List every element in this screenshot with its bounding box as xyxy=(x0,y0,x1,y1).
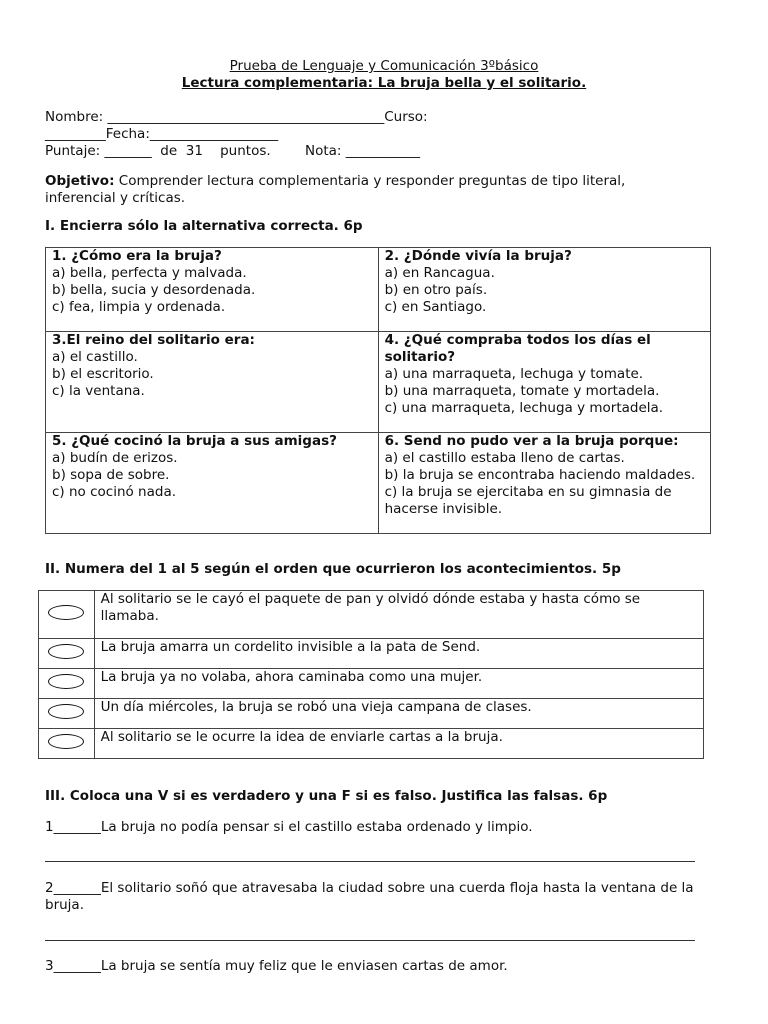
reading-title: Lectura complementaria: La bruja bella y el solitario. xyxy=(181,75,587,91)
option: a) budín de erizos. xyxy=(52,450,178,466)
option: c) la bruja se ejercitaba en su gimnasia de hacerse invisible. xyxy=(384,484,672,517)
objective-text: Comprender lectura complementaria y responder preguntas de tipo literal, inferencial y críticas. xyxy=(45,173,626,206)
justification-line[interactable] xyxy=(45,861,695,862)
event-text: La bruja ya no volaba, ahora caminaba como una mujer. xyxy=(94,669,703,699)
question-cell xyxy=(378,433,710,534)
question-text: 6. Send no pudo ver a la bruja porque: xyxy=(384,433,679,449)
oval-answer-icon[interactable] xyxy=(48,704,84,719)
oval-answer-icon[interactable] xyxy=(48,674,84,689)
option: b) una marraqueta, tomate y mortadela. xyxy=(384,383,660,399)
true-false-item: 1_______La bruja no podía pensar si el castillo estaba ordenado y limpio. xyxy=(45,819,533,835)
fecha-line: _________Fecha:___________________ xyxy=(45,126,279,142)
test-title: Prueba de Lenguaje y Comunicación 3ºbásico xyxy=(229,58,539,74)
order-oval-cell[interactable] xyxy=(39,669,95,699)
order-oval-cell[interactable] xyxy=(39,729,95,759)
nombre-curso-line: Nombre: _________________________________________Curso: xyxy=(45,109,428,125)
true-false-item: 2_______El solitario soñó que atravesaba la ciudad sobre una cuerda floja hasta la ventana de la bruja. xyxy=(45,880,694,913)
order-oval-cell[interactable] xyxy=(39,699,95,729)
option: b) sopa de sobre. xyxy=(52,467,170,483)
question-text: 2. ¿Dónde vivía la bruja? xyxy=(384,248,572,264)
option: b) el escritorio. xyxy=(52,366,154,382)
question-cell xyxy=(46,332,379,433)
question-cell xyxy=(378,248,710,332)
question-cell xyxy=(46,433,379,534)
oval-answer-icon[interactable] xyxy=(48,605,84,620)
option: a) el castillo. xyxy=(52,349,138,365)
question-text: 5. ¿Qué cocinó la bruja a sus amigas? xyxy=(52,433,337,449)
event-text: Al solitario se le ocurre la idea de enviarle cartas a la bruja. xyxy=(94,729,703,759)
question-text: 3.El reino del solitario era: xyxy=(52,332,255,348)
order-oval-cell[interactable] xyxy=(39,639,95,669)
option: c) una marraqueta, lechuga y mortadela. xyxy=(384,400,664,416)
option: a) el castillo estaba lleno de cartas. xyxy=(384,450,625,466)
option: c) la ventana. xyxy=(52,383,145,399)
section2-heading: II. Numera del 1 al 5 según el orden que ocurrieron los acontecimientos. 5p xyxy=(45,561,621,577)
section2-table xyxy=(38,590,704,759)
question-text: 1. ¿Cómo era la bruja? xyxy=(52,248,222,264)
option: b) en otro país. xyxy=(384,282,488,298)
option: a) en Rancagua. xyxy=(384,265,495,281)
option: a) bella, perfecta y malvada. xyxy=(52,265,247,281)
option: c) no cocinó nada. xyxy=(52,484,177,500)
option: b) la bruja se encontraba haciendo maldades. xyxy=(384,467,696,483)
section1-heading: I. Encierra sólo la alternativa correcta. 6p xyxy=(45,218,363,234)
oval-answer-icon[interactable] xyxy=(48,734,84,749)
question-cell xyxy=(46,248,379,332)
true-false-item: 3_______La bruja se sentía muy feliz que le enviasen cartas de amor. xyxy=(45,958,508,974)
puntaje-nota-line: Puntaje: _______ de 31 puntos. Nota: ___________ xyxy=(45,143,421,159)
oval-answer-icon[interactable] xyxy=(48,644,84,659)
question-text: 4. ¿Qué compraba todos los días el solitario? xyxy=(384,332,651,365)
event-text: Al solitario se le cayó el paquete de pan y olvidó dónde estaba y hasta cómo se llamaba. xyxy=(94,591,703,639)
section1-table xyxy=(45,247,711,534)
option: a) una marraqueta, lechuga y tomate. xyxy=(384,366,644,382)
order-oval-cell[interactable] xyxy=(39,591,95,639)
event-text: La bruja amarra un cordelito invisible a la pata de Send. xyxy=(94,639,703,669)
question-cell xyxy=(378,332,710,433)
event-text: Un día miércoles, la bruja se robó una vieja campana de clases. xyxy=(94,699,703,729)
justification-line[interactable] xyxy=(45,940,695,941)
option: c) en Santiago. xyxy=(384,299,487,315)
objective-label: Objetivo: xyxy=(45,173,115,189)
section3-heading: III. Coloca una V si es verdadero y una F si es falso. Justifica las falsas. 6p xyxy=(45,788,608,804)
option: c) fea, limpia y ordenada. xyxy=(52,299,226,315)
objective xyxy=(45,173,695,207)
option: b) bella, sucia y desordenada. xyxy=(52,282,256,298)
